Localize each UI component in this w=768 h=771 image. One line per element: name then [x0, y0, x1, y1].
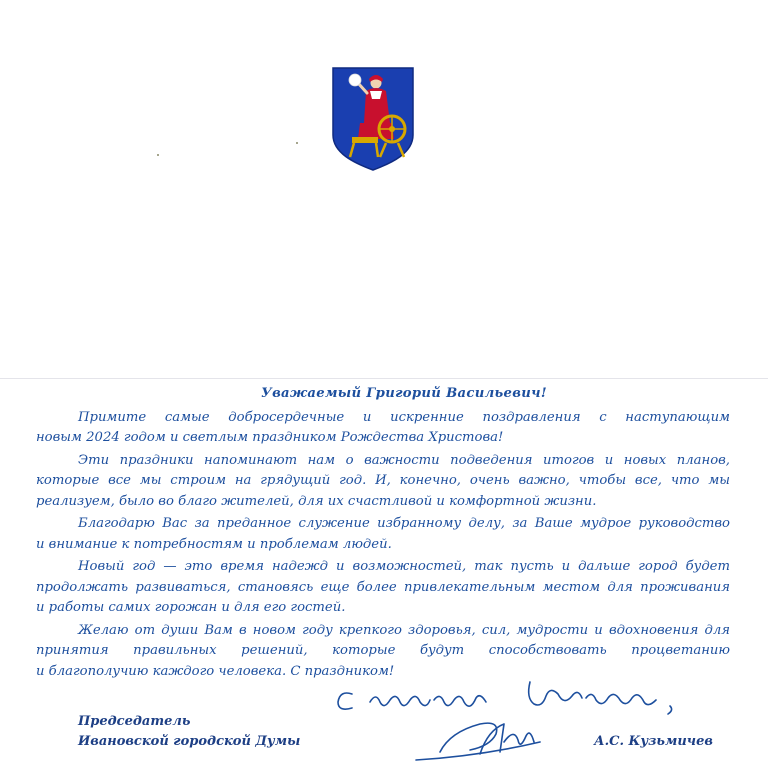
paragraph-line: Примите самые добросердечные и искренние поздравления с наступающим: [78, 409, 730, 425]
paragraph: [36, 408, 730, 449]
handwritten-signature: [330, 672, 710, 768]
paper-speck: [157, 154, 159, 156]
paragraph-line: принятия правильных решений, которые будут способствовать процветанию: [36, 643, 730, 658]
signer-name: А.С. Кузьмичев: [594, 734, 713, 749]
paragraph-line: новым 2024 годом и светлым праздником Рождества Христова!: [36, 430, 504, 445]
paragraph-line: продолжать развиваться, становясь еще более привлекательным местом для проживания: [36, 579, 730, 595]
letter-body: [36, 384, 730, 684]
signer-position-line: Председатель: [78, 714, 191, 729]
paper-speck: [296, 142, 298, 144]
paragraph: [36, 451, 730, 513]
paragraph-line: и работы самих горожан и для его гостей.: [36, 600, 346, 615]
paragraph-line: Желаю от души Вам в новом году крепкого здоровья, сил, мудрости и вдохновения для: [78, 622, 730, 638]
signer-position-line: Ивановской городской Думы: [78, 734, 301, 749]
paragraph-line: которые все мы строим на грядущий год. И, конечно, очень важно, чтобы все, что мы: [36, 473, 730, 488]
paragraph: [36, 557, 730, 619]
paragraph-line: Благодарю Вас за преданное служение избранному делу, за Ваше мудрое руководство: [78, 516, 730, 531]
coat-of-arms-icon: [330, 65, 416, 173]
paragraph-line: Эти праздники напоминают нам о важности подведения итогов и новых планов,: [78, 452, 730, 468]
paragraph-line: Новый год — это время надежд и возможностей, так пусть и дальше город будет: [78, 559, 730, 574]
paragraph-line: и благополучию каждого человека. С праздником!: [36, 663, 395, 679]
paragraph-line: и внимание к потребностям и проблемам людей.: [36, 536, 392, 552]
paragraph-line: реализуем, было во благо жителей, для их счастливой и комфортной жизни.: [36, 493, 597, 509]
paragraph: [36, 514, 730, 555]
greeting: Уважаемый Григорий Васильевич!: [261, 386, 547, 401]
signer-position: [78, 712, 300, 752]
card-fold-line: [0, 378, 768, 379]
